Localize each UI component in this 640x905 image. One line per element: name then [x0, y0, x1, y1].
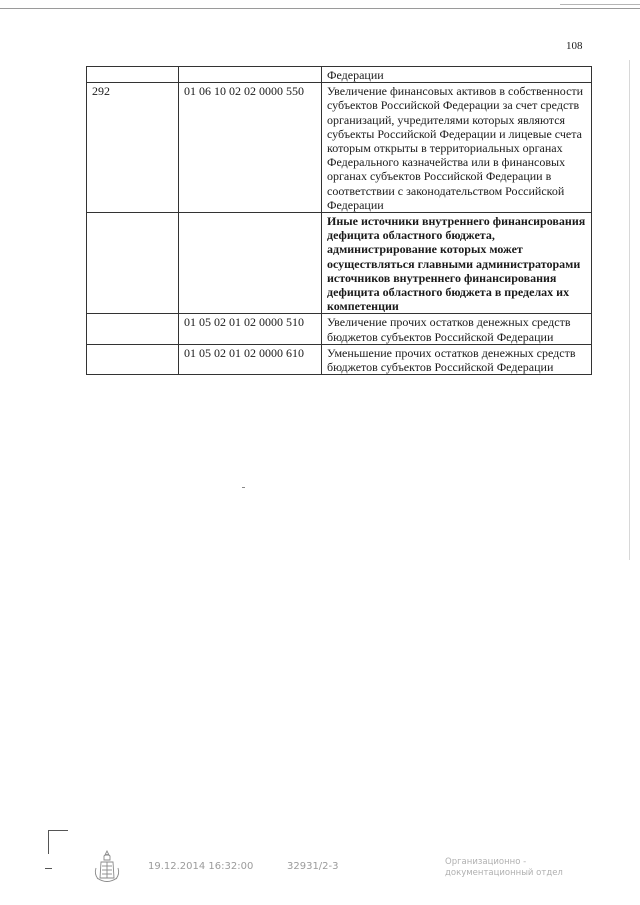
margin-dash-mark [45, 868, 52, 869]
footer-department-line-2: документационный отдел [445, 868, 563, 878]
admin-code-cell: 292 [87, 83, 179, 213]
budget-code-cell [179, 213, 322, 314]
admin-code-cell [87, 314, 179, 344]
scan-speck [242, 487, 245, 488]
table-row [87, 344, 592, 374]
table-row [87, 67, 592, 83]
footer-department-stamp [445, 857, 563, 879]
table-row [87, 83, 592, 213]
footer-document-code: 32931/2-3 [287, 861, 339, 872]
page-number: 108 [566, 40, 583, 52]
admin-code-cell [87, 344, 179, 374]
corner-mark-vertical [48, 830, 49, 854]
budget-code-cell: 01 06 10 02 02 0000 550 [179, 83, 322, 213]
sources-table [86, 66, 592, 375]
budget-code-cell: 01 05 02 01 02 0000 610 [179, 344, 322, 374]
coat-of-arms-icon [92, 848, 122, 888]
scan-edge-right [629, 60, 630, 560]
description-cell: Федерации [322, 67, 592, 83]
budget-code-cell: 01 05 02 01 02 0000 510 [179, 314, 322, 344]
corner-mark-horizontal [48, 830, 68, 831]
table-row [87, 213, 592, 314]
description-cell: Увеличение прочих остатков денежных средств бюджетов субъектов Российской Федерации [322, 314, 592, 344]
admin-code-cell [87, 213, 179, 314]
section-heading-cell: Иные источники внутреннего финансирования дефицита областного бюджета, администрирование которых может осуществляться главными администраторами источников внутреннего финансирования дефицита областного бюджета в пределах их компетенции [322, 213, 592, 314]
scan-edge-top-short [560, 4, 640, 5]
footer-department-line-1: Организационно - [445, 857, 527, 867]
scan-edge-top [0, 8, 640, 9]
description-cell: Увеличение финансовых активов в собственности субъектов Российской Федерации за счет средств организаций, учредителями которых являются субъекты Российской Федерации и лицевые счета которым открыты в территориальных органах Федерального казначейства или в финансовых органах субъектов Российской Федерации в соответствии с законодательством Российской Федерации [322, 83, 592, 213]
footer-timestamp: 19.12.2014 16:32:00 [148, 861, 254, 872]
budget-code-cell [179, 67, 322, 83]
table-row [87, 314, 592, 344]
admin-code-cell [87, 67, 179, 83]
description-cell: Уменьшение прочих остатков денежных средств бюджетов субъектов Российской Федерации [322, 344, 592, 374]
